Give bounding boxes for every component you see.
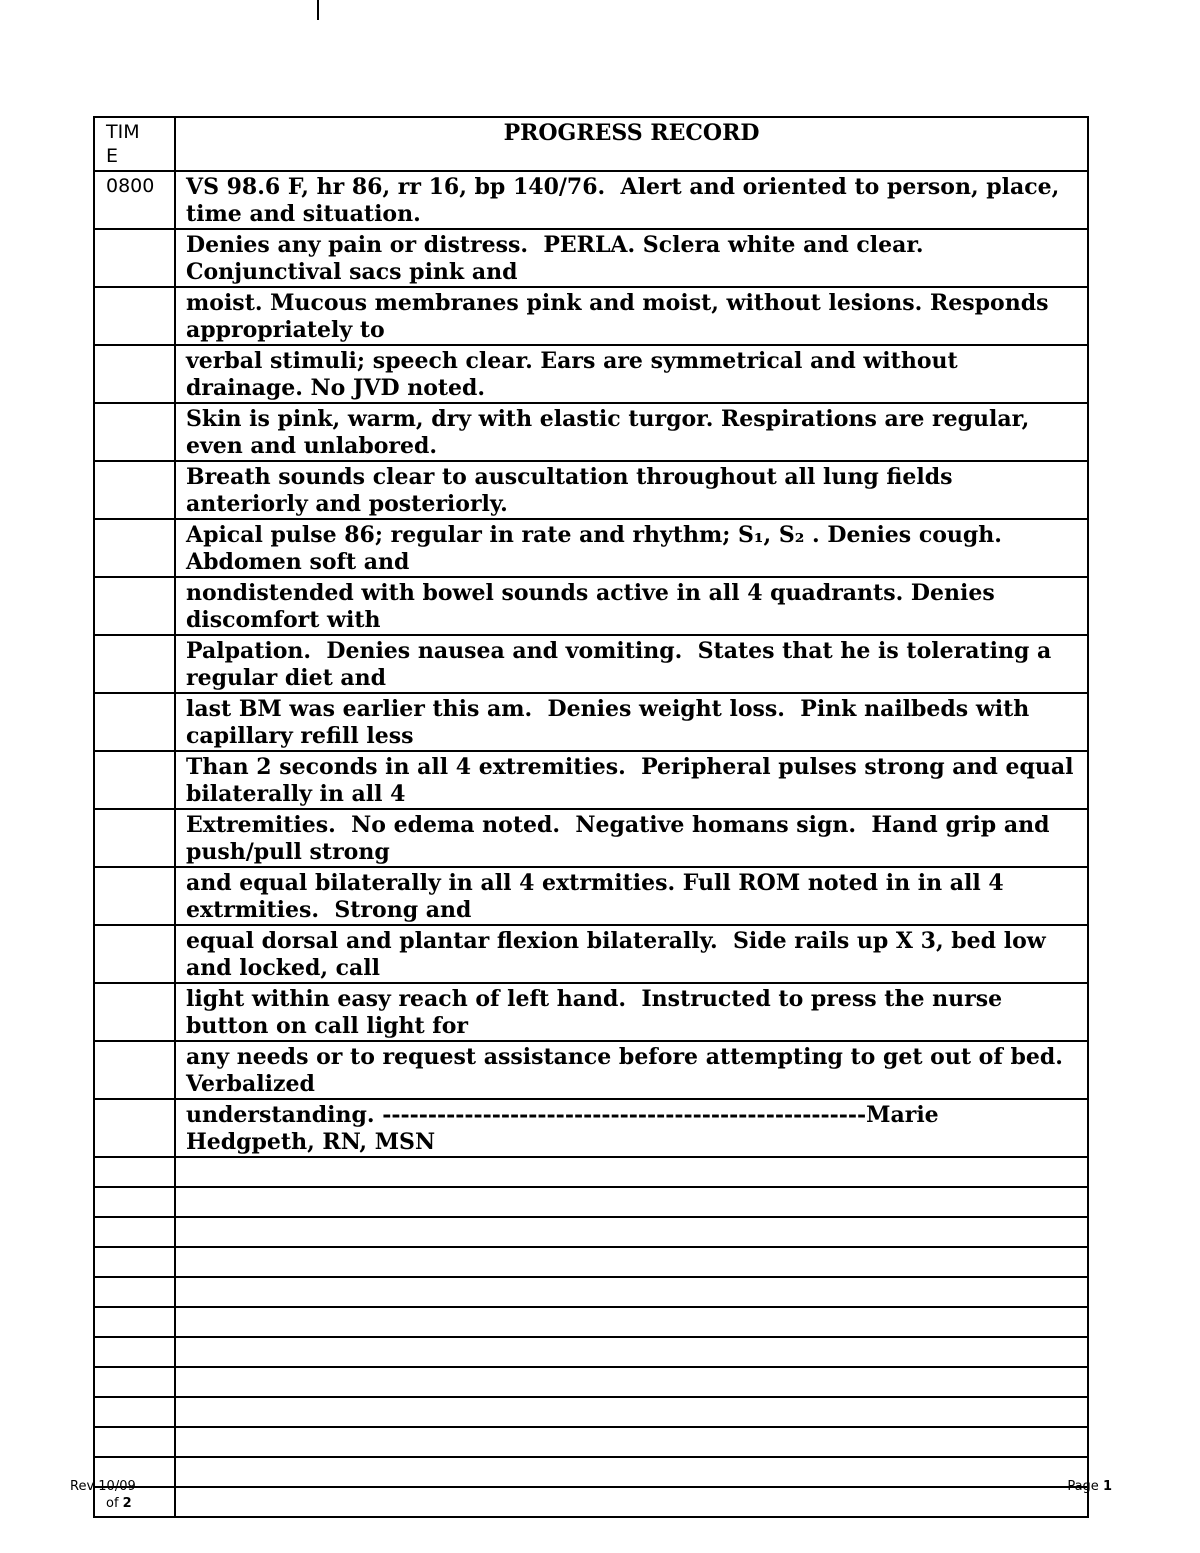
note-cell: Breath sounds clear to auscultation throughout all lung fields anteriorly and posteriorly. <box>175 461 1088 519</box>
blank-table-row <box>94 1367 1088 1397</box>
table-row <box>94 287 1088 345</box>
note-cell <box>175 1247 1088 1277</box>
time-cell <box>94 1187 175 1217</box>
time-cell <box>94 1041 175 1099</box>
note-cell: understanding. -----------------------------------------------------Marie Hedgpeth, RN, MSN <box>175 1099 1088 1157</box>
time-cell <box>94 287 175 345</box>
time-cell: 0800 <box>94 171 175 229</box>
note-cell <box>175 1427 1088 1457</box>
table-row <box>94 461 1088 519</box>
table-row <box>94 1099 1088 1157</box>
revision-label: Rev 10/09 <box>70 1479 136 1494</box>
blank-table-row <box>94 1187 1088 1217</box>
blank-table-row <box>94 1397 1088 1427</box>
note-cell: Than 2 seconds in all 4 extremities. Peripheral pulses strong and equal bilaterally in all 4 <box>175 751 1088 809</box>
time-cell <box>94 693 175 751</box>
time-cell <box>94 229 175 287</box>
time-cell <box>94 461 175 519</box>
note-cell <box>175 1157 1088 1187</box>
table-row <box>94 345 1088 403</box>
blank-table-row <box>94 1487 1088 1517</box>
note-cell: moist. Mucous membranes pink and moist, without lesions. Responds appropriately to <box>175 287 1088 345</box>
note-cell: last BM was earlier this am. Denies weight loss. Pink nailbeds with capillary refill less <box>175 693 1088 751</box>
time-cell <box>94 1217 175 1247</box>
table-row <box>94 751 1088 809</box>
table-row <box>94 867 1088 925</box>
table-row <box>94 925 1088 983</box>
note-cell <box>175 1397 1088 1427</box>
time-cell <box>94 1099 175 1157</box>
blank-table-row <box>94 1337 1088 1367</box>
blank-table-row <box>94 1457 1088 1487</box>
time-cell <box>94 925 175 983</box>
note-cell: Denies any pain or distress. PERLA. Sclera white and clear. Conjunctival sacs pink and <box>175 229 1088 287</box>
time-cell <box>94 809 175 867</box>
blank-table-row <box>94 1307 1088 1337</box>
note-cell <box>175 1337 1088 1367</box>
note-cell: and equal bilaterally in all 4 extrmities. Full ROM noted in in all 4 extrmities. Strong and <box>175 867 1088 925</box>
table-row <box>94 693 1088 751</box>
table-row <box>94 1041 1088 1099</box>
table-row <box>94 229 1088 287</box>
blank-table-row <box>94 1427 1088 1457</box>
note-cell: Skin is pink, warm, dry with elastic turgor. Respirations are regular, even and unlabored. <box>175 403 1088 461</box>
blank-table-row <box>94 1157 1088 1187</box>
blank-table-row <box>94 1217 1088 1247</box>
time-cell <box>94 403 175 461</box>
time-cell <box>94 1277 175 1307</box>
time-cell <box>94 1247 175 1277</box>
time-cell <box>94 1367 175 1397</box>
note-cell <box>175 1187 1088 1217</box>
note-cell <box>175 1277 1088 1307</box>
time-cell <box>94 1427 175 1457</box>
table-header-row <box>94 117 1088 171</box>
table-row <box>94 983 1088 1041</box>
note-cell: equal dorsal and plantar flexion bilaterally. Side rails up X 3, bed low and locked, call <box>175 925 1088 983</box>
note-cell <box>175 1307 1088 1337</box>
note-cell: Palpation. Denies nausea and vomiting. States that he is tolerating a regular diet and <box>175 635 1088 693</box>
note-cell: nondistended with bowel sounds active in all 4 quadrants. Denies discomfort with <box>175 577 1088 635</box>
footer-page-number: Page 1 <box>1067 1479 1112 1494</box>
table-row <box>94 577 1088 635</box>
note-cell <box>175 1367 1088 1397</box>
blank-table-row <box>94 1277 1088 1307</box>
note-cell: any needs or to request assistance before attempting to get out of bed. Verbalized <box>175 1041 1088 1099</box>
time-cell <box>94 983 175 1041</box>
time-cell <box>94 519 175 577</box>
time-cell <box>94 1337 175 1367</box>
blank-table-row <box>94 1247 1088 1277</box>
table-row <box>94 403 1088 461</box>
progress-record-title: PROGRESS RECORD <box>175 117 1088 171</box>
time-cell <box>94 1157 175 1187</box>
note-cell: Apical pulse 86; regular in rate and rhythm; S₁, S₂ . Denies cough. Abdomen soft and <box>175 519 1088 577</box>
table-row <box>94 171 1088 229</box>
progress-record-table <box>93 116 1089 1518</box>
time-cell <box>94 1397 175 1427</box>
top-margin-mark <box>317 0 319 20</box>
time-cell <box>94 1307 175 1337</box>
time-cell <box>94 577 175 635</box>
note-cell <box>175 1487 1088 1517</box>
table-row <box>94 635 1088 693</box>
note-cell: VS 98.6 F, hr 86, rr 16, bp 140/76. Alert and oriented to person, place, time and situation. <box>175 171 1088 229</box>
time-cell <box>94 635 175 693</box>
note-cell <box>175 1457 1088 1487</box>
total-pages: of 2 <box>106 1496 132 1511</box>
note-cell: Extremities. No edema noted. Negative homans sign. Hand grip and push/pull strong <box>175 809 1088 867</box>
time-column-header: TIM E <box>94 117 175 171</box>
table-row <box>94 519 1088 577</box>
note-cell <box>175 1217 1088 1247</box>
note-cell: light within easy reach of left hand. Instructed to press the nurse button on call light for <box>175 983 1088 1041</box>
footer-revision <box>70 1478 136 1512</box>
table-row <box>94 809 1088 867</box>
time-cell <box>94 345 175 403</box>
time-cell <box>94 867 175 925</box>
time-cell <box>94 751 175 809</box>
note-cell: verbal stimuli; speech clear. Ears are symmetrical and without drainage. No JVD noted. <box>175 345 1088 403</box>
